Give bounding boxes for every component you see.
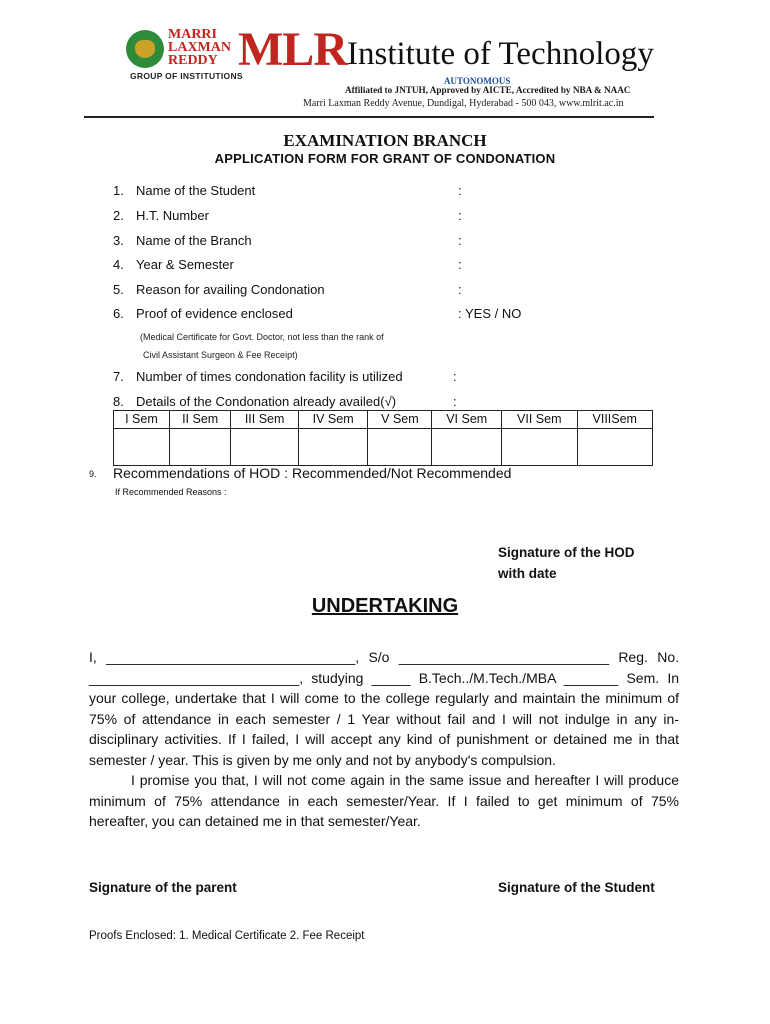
hod-recommendation: Recommendations of HOD : Recommended/Not Recommended <box>113 465 512 481</box>
field-number: 1. <box>113 183 124 198</box>
page-title: EXAMINATION BRANCH <box>283 131 487 150</box>
semester-cell[interactable] <box>432 429 502 466</box>
semester-header: IV Sem <box>298 411 368 429</box>
semester-cell[interactable] <box>298 429 368 466</box>
field-number: 2. <box>113 208 124 223</box>
field-row-year-semester <box>0 257 770 275</box>
field-row-times-utilized <box>0 369 770 387</box>
semester-header: VI Sem <box>432 411 502 429</box>
parent-signature-label: Signature of the parent <box>89 880 237 895</box>
affiliation-text: Affiliated to JNTUH, Approved by AICTE, Accredited by NBA & NAAC <box>345 85 631 95</box>
group-name: GROUP OF INSTITUTIONS <box>130 71 243 81</box>
field-label: Name of the Branch <box>136 233 252 248</box>
field-value: : <box>458 208 462 223</box>
logo-line-3: REDDY <box>168 53 218 68</box>
header-divider <box>84 116 654 118</box>
field-label: Reason for availing Condonation <box>136 282 325 297</box>
field-row-ht-number <box>0 208 770 226</box>
field-label: Number of times condonation facility is utilized <box>136 369 403 384</box>
field-label: Year & Semester <box>136 257 234 272</box>
field-row-student-name <box>0 183 770 201</box>
field-row-branch <box>0 233 770 251</box>
semester-header: V Sem <box>368 411 432 429</box>
semester-cell[interactable] <box>577 429 653 466</box>
field-value: : <box>458 233 462 248</box>
field-row-details-availed <box>0 394 770 410</box>
field-label: Proof of evidence enclosed <box>136 306 293 321</box>
hod-signature-label: Signature of the HOD <box>498 545 635 560</box>
autonomous-label: AUTONOMOUS <box>444 76 511 86</box>
field-value: : <box>453 369 457 384</box>
logo-wordmark <box>168 28 231 67</box>
table-header-row <box>114 411 653 429</box>
field-number: 3. <box>113 233 124 248</box>
field-row-reason <box>0 282 770 300</box>
semester-table <box>113 410 653 466</box>
field-value: : YES / NO <box>458 306 522 321</box>
institute-name: Institute of Technology <box>347 36 654 72</box>
undertaking-paragraph-2: I promise you that, I will not come again in the same issue and hereafter I will produce minimum of 75% attendance in each semester/Year. If I failed to get minimum of 75% hereafter, you can detained me in that semester/Year. <box>89 772 679 829</box>
field-number: 7. <box>113 369 124 384</box>
proof-note-line-1: (Medical Certificate for Govt. Doctor, not less than the rank of <box>140 332 384 342</box>
brand-mlr: MLR <box>238 23 347 76</box>
semester-cell[interactable] <box>231 429 298 466</box>
field-row-proof <box>0 306 770 324</box>
semester-header: III Sem <box>231 411 298 429</box>
logo-line-2: LAXMAN <box>168 40 231 55</box>
undertaking-paragraph-1: I, ________________________________, S/o ___________________________ Reg. No. ___________________________, studying _____ B.Tech../M.Tech./MBA _______ Sem. In your college, undertake that I will come to the college regularly and maintain the minimum of 75% of attendance in each semester / 1 Year without fail and I will not indulge in any in-disciplinary activities. If I failed, I will accept any kind of punishment or detained me in that semester / year. This is given by me only and not by anybody's compulsion. <box>89 649 679 768</box>
address-text: Marri Laxman Reddy Avenue, Dundigal, Hyderabad - 500 043, www.mlrit.ac.in <box>303 98 624 109</box>
logo-line-1: MARRI <box>168 27 217 42</box>
semester-cell[interactable] <box>114 429 170 466</box>
semester-header: II Sem <box>169 411 231 429</box>
hod-signature-block <box>498 542 635 584</box>
hod-signature-date-label: with date <box>498 566 557 581</box>
field-label: Name of the Student <box>136 183 256 198</box>
field-value: : <box>458 257 462 272</box>
undertaking-body <box>89 647 679 832</box>
semester-cell[interactable] <box>169 429 231 466</box>
undertaking-title: UNDERTAKING <box>311 595 459 617</box>
item-9-number: 9. <box>89 469 97 479</box>
semester-header: VII Sem <box>502 411 577 429</box>
table-row <box>114 429 653 466</box>
proof-note-line-2: Civil Assistant Surgeon & Fee Receipt) <box>143 350 298 360</box>
field-value: : <box>458 282 462 297</box>
institution-logo-emblem <box>126 30 164 68</box>
field-label: Details of the Condonation already availed(√) <box>136 394 397 409</box>
semester-cell[interactable] <box>502 429 577 466</box>
field-number: 4. <box>113 257 124 272</box>
student-signature-label: Signature of the Student <box>498 880 655 895</box>
field-number: 6. <box>113 306 124 321</box>
field-label: H.T. Number <box>136 208 209 223</box>
semester-header: VIIISem <box>577 411 653 429</box>
semester-header: I Sem <box>114 411 170 429</box>
form-subtitle: APPLICATION FORM FOR GRANT OF CONDONATION <box>214 151 556 166</box>
semester-cell[interactable] <box>368 429 432 466</box>
field-number: 5. <box>113 282 124 297</box>
field-value: : <box>458 183 462 198</box>
proofs-enclosed: Proofs Enclosed: 1. Medical Certificate 2. Fee Receipt <box>89 930 365 942</box>
recommended-reasons-label: If Recommended Reasons : <box>115 487 227 497</box>
field-value: : <box>453 394 457 409</box>
field-number: 8. <box>113 394 124 409</box>
